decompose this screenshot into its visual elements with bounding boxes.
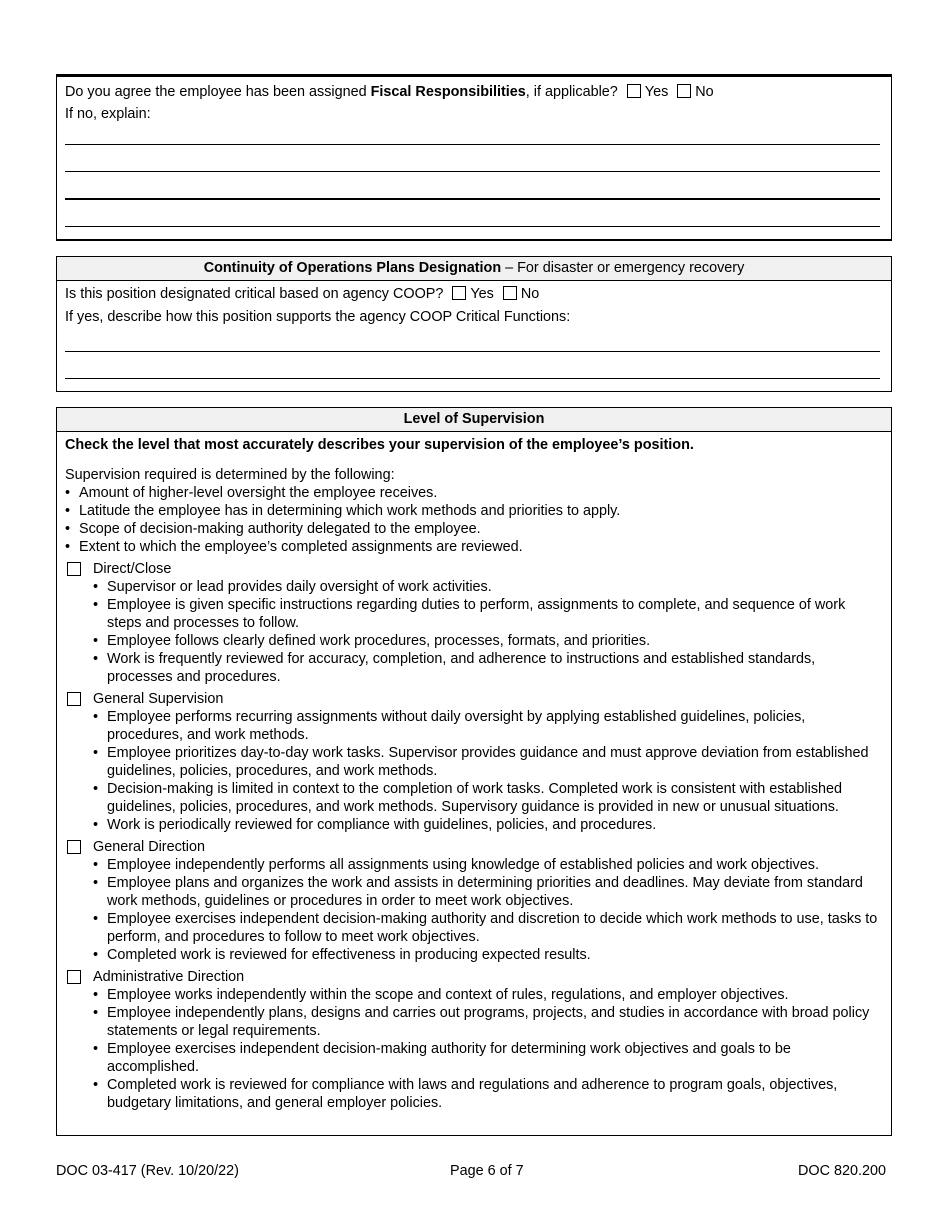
supervision-level-header bbox=[65, 560, 879, 578]
supervision-levels bbox=[65, 560, 879, 1112]
supervision-level-checkbox[interactable] bbox=[67, 840, 81, 854]
fiscal-yes-checkbox[interactable] bbox=[627, 84, 641, 98]
fiscal-no-checkbox[interactable] bbox=[677, 84, 691, 98]
supervision-level-header bbox=[65, 690, 879, 708]
supervision-level-item: • Decision-making is limited in context to the completion of work tasks. Completed work is consistent with established guidelines, policies, procedures, and work methods. Supervisory guidance is provided in new or unusual situations. bbox=[93, 780, 879, 816]
supervision-level-items bbox=[93, 856, 879, 964]
supervision-level-label: General Direction bbox=[93, 839, 205, 855]
coop-describe-label: If yes, describe how this position supports the agency COOP Critical Functions: bbox=[65, 309, 571, 325]
supervision-intro: Supervision required is determined by the following: bbox=[65, 467, 395, 483]
supervision-level-item: • Employee independently performs all assignments using knowledge of established policies and work objectives. bbox=[93, 856, 879, 874]
supervision-level-item: • Employee plans and organizes the work and assists in determining priorities and deadlines. May deviate from standard work methods, guidelines or procedures in order to meet work objectives. bbox=[93, 874, 879, 910]
supervision-level bbox=[65, 560, 879, 686]
coop-no-checkbox[interactable] bbox=[503, 286, 517, 300]
supervision-level-items bbox=[93, 986, 879, 1112]
supervision-header bbox=[57, 408, 891, 432]
criteria-item: • Scope of decision-making authority delegated to the employee. bbox=[65, 520, 879, 538]
supervision-level-item: • Employee exercises independent decision-making authority for determining work objectives and goals to be accomplished. bbox=[93, 1040, 879, 1076]
footer-policy: DOC 820.200 bbox=[798, 1163, 886, 1179]
fiscal-question-bold: Fiscal Responsibilities bbox=[370, 84, 526, 100]
supervision-level bbox=[65, 968, 879, 1112]
supervision-level-label: Administrative Direction bbox=[93, 969, 245, 985]
coop-section bbox=[56, 256, 892, 392]
criteria-item: • Amount of higher-level oversight the employee receives. bbox=[65, 484, 879, 502]
coop-describe-line-2[interactable] bbox=[65, 378, 880, 379]
supervision-level-item: • Completed work is reviewed for effectiveness in producing expected results. bbox=[93, 946, 879, 964]
coop-no-label: No bbox=[520, 286, 540, 302]
supervision-level-item: • Employee exercises independent decision-making authority and discretion to decide which work methods to use, tasks to perform, and procedures to follow to meet work objectives. bbox=[93, 910, 879, 946]
coop-describe-line-1[interactable] bbox=[65, 351, 880, 352]
supervision-level-item: • Employee prioritizes day-to-day work tasks. Supervisor provides guidance and must approve deviation from established guidelines, policies, procedures, and work methods. bbox=[93, 744, 879, 780]
supervision-level-item: • Work is periodically reviewed for compliance with guidelines, policies, and procedures. bbox=[93, 816, 879, 834]
supervision-level-items bbox=[93, 578, 879, 686]
coop-yes-label: Yes bbox=[470, 286, 494, 302]
coop-question: Is this position designated critical based on agency COOP? bbox=[65, 286, 444, 302]
fiscal-explain-line-1[interactable] bbox=[65, 144, 880, 145]
supervision-level-label: General Supervision bbox=[93, 691, 224, 707]
supervision-section bbox=[56, 407, 892, 1136]
supervision-level bbox=[65, 690, 879, 834]
criteria-item: • Extent to which the employee’s completed assignments are reviewed. bbox=[65, 538, 879, 556]
fiscal-yes-label: Yes bbox=[644, 84, 669, 100]
supervision-level-item: • Work is frequently reviewed for accuracy, completion, and adherence to instructions and established standards, processes and procedures. bbox=[93, 650, 879, 686]
supervision-level-item: • Employee performs recurring assignments without daily oversight by applying established guidelines, policies, procedures, and work methods. bbox=[93, 708, 879, 744]
coop-header-subtitle: – For disaster or emergency recovery bbox=[501, 260, 745, 276]
supervision-content bbox=[57, 432, 891, 1112]
fiscal-explain-line-3[interactable] bbox=[65, 198, 880, 200]
footer-form-id: DOC 03-417 (Rev. 10/20/22) bbox=[56, 1163, 239, 1179]
supervision-level-item: • Employee independently plans, designs and carries out programs, projects, and studies in accordance with broad policy statements or legal requirements. bbox=[93, 1004, 879, 1040]
supervision-level-items bbox=[93, 708, 879, 834]
fiscal-question-suffix: , if applicable? bbox=[525, 84, 618, 100]
supervision-level-item: • Employee is given specific instructions regarding duties to perform, assignments to complete, and sequence of work steps and processes to follow. bbox=[93, 596, 879, 632]
supervision-level-header bbox=[65, 968, 879, 986]
supervision-level bbox=[65, 838, 879, 964]
supervision-level-header bbox=[65, 838, 879, 856]
supervision-level-item: • Employee follows clearly defined work procedures, processes, formats, and priorities. bbox=[93, 632, 879, 650]
footer-page-number: Page 6 of 7 bbox=[450, 1163, 524, 1179]
fiscal-no-label: No bbox=[695, 84, 714, 100]
supervision-level-checkbox[interactable] bbox=[67, 970, 81, 984]
fiscal-question-prefix: Do you agree the employee has been assigned bbox=[65, 84, 371, 100]
supervision-level-item: • Employee works independently within the scope and context of rules, regulations, and employer objectives. bbox=[93, 986, 879, 1004]
fiscal-section bbox=[56, 74, 892, 241]
coop-yes-checkbox[interactable] bbox=[452, 286, 466, 300]
supervision-instruction: Check the level that most accurately describes your supervision of the employee’s position. bbox=[65, 437, 694, 453]
supervision-header-title: Level of Supervision bbox=[403, 411, 545, 427]
supervision-level-checkbox[interactable] bbox=[67, 562, 81, 576]
supervision-criteria-list bbox=[65, 484, 879, 556]
supervision-level-checkbox[interactable] bbox=[67, 692, 81, 706]
fiscal-explain-label: If no, explain: bbox=[65, 106, 151, 122]
fiscal-explain-line-2[interactable] bbox=[65, 171, 880, 172]
supervision-level-item: • Completed work is reviewed for compliance with laws and regulations and adherence to program goals, objectives, budgetary limitations, and general employer policies. bbox=[93, 1076, 879, 1112]
supervision-level-item: • Supervisor or lead provides daily oversight of work activities. bbox=[93, 578, 879, 596]
fiscal-explain-line-4[interactable] bbox=[65, 226, 880, 227]
supervision-level-label: Direct/Close bbox=[93, 561, 172, 577]
coop-header-title: Continuity of Operations Plans Designation bbox=[203, 260, 502, 276]
fiscal-question-row bbox=[65, 83, 714, 101]
coop-question-row bbox=[65, 285, 539, 303]
coop-header bbox=[57, 257, 891, 281]
criteria-item: • Latitude the employee has in determining which work methods and priorities to apply. bbox=[65, 502, 879, 520]
